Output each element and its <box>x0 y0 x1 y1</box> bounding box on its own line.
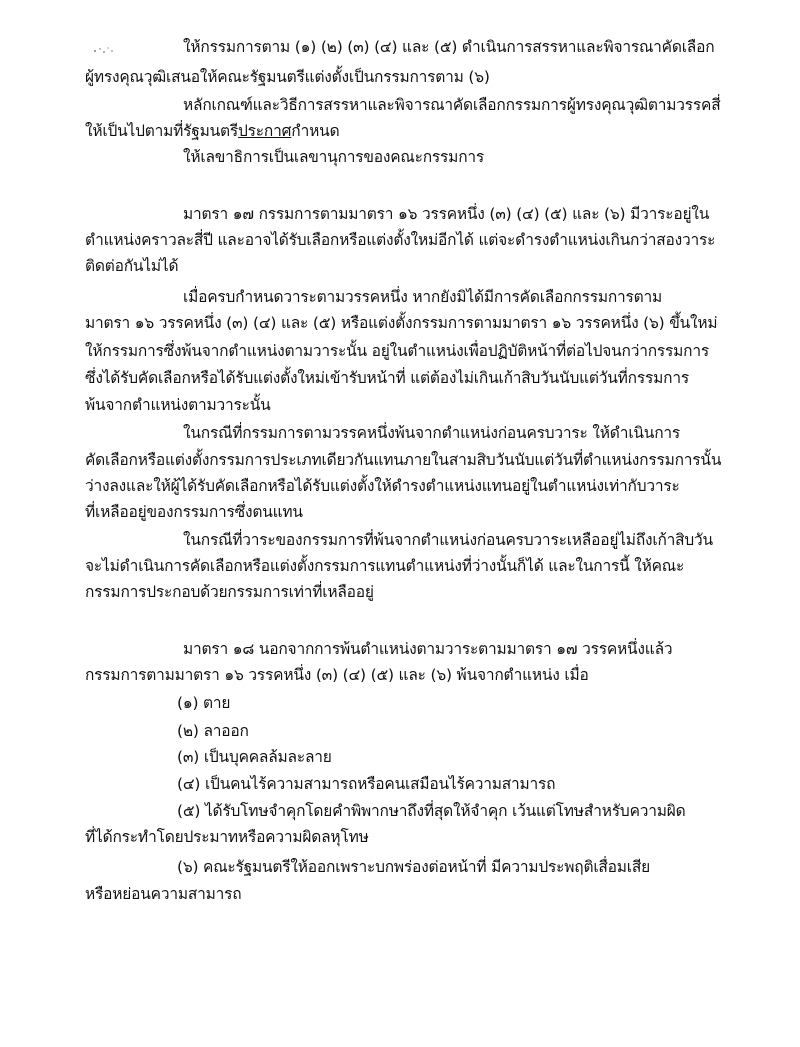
section18-item-1: (๑) ตาย <box>177 694 231 712</box>
section18-item-4: (๔) เป็นคนไร้ความสามารถหรือคนเสมือนไร้ความสามารถ <box>177 775 556 793</box>
section17-p3-line2: คัดเลือกหรือแต่งตั้งกรรมการประเภทเดียวกันแทนภายในสามสิบวันนับแต่วันที่ตำแหน่งกรรมการนั้น <box>85 451 722 469</box>
section18-item-2: (๒) ลาออก <box>177 722 249 740</box>
section18-item-5-cont: ที่ได้กระทำโดยประมาทหรือความผิดลหุโทษ <box>85 828 369 846</box>
para1-line2: ผู้ทรงคุณวุฒิเสนอให้คณะรัฐมนตรีแต่งตั้งเป็นกรรมการตาม (๖) <box>85 68 490 86</box>
section17-p3-line1: ในกรณีที่กรรมการตามวรรคหนึ่งพ้นจากตำแหน่งก่อนครบวาระ ให้ดำเนินการ <box>183 424 681 442</box>
para2-line2 <box>85 120 339 142</box>
para1-line1: ให้กรรมการตาม (๑) (๒) (๓) (๔) และ (๕) ดำเนินการสรรหาและพิจารณาคัดเลือก <box>183 38 715 56</box>
section18-item-6: (๖) คณะรัฐมนตรีให้ออกเพราะบกพร่องต่อหน้าที่ มีความประพฤติเสื่อมเสีย <box>177 858 651 876</box>
section17-p2-line4: ซึ่งได้รับคัดเลือกหรือได้รับแต่งตั้งใหม่เข้ารับหน้าที่ แต่ต้องไม่เกินเก้าสิบวันนับแต่วันที่กรรมการ <box>85 369 689 387</box>
section18-intro-line2: กรรมการตามมาตรา ๑๖ วรรคหนึ่ง (๓) (๔) (๕) และ (๖) พ้นจากตำแหน่ง เมื่อ <box>85 666 589 684</box>
section18-item-6-cont: หรือหย่อนความสามารถ <box>85 885 242 903</box>
section17-p4-line2: จะไม่ดำเนินการคัดเลือกหรือแต่งตั้งกรรมการแทนตำแหน่งที่ว่างนั้นก็ได้ และในการนี้ ให้คณะ <box>85 557 685 575</box>
section17-p3-line3: ว่างลงและให้ผู้ได้รับคัดเลือกหรือได้รับแต่งตั้งให้ดำรงตำแหน่งแทนอยู่ในตำแหน่งเท่ากับวาระ <box>85 477 680 495</box>
para2-line2-part-c: กำหนด <box>291 122 340 140</box>
section18-heading-line: มาตรา ๑๘ นอกจากการพ้นตำแหน่งตามวาระตามมาตรา ๑๗ วรรคหนึ่งแล้ว <box>183 640 673 658</box>
section17-p2-line1: เมื่อครบกำหนดวาระตามวรรคหนึ่ง หากยังมิได้มีการคัดเลือกกรรมการตาม <box>183 288 663 306</box>
section17-heading-line: มาตรา ๑๗ กรรมการตามมาตรา ๑๖ วรรคหนึ่ง (๓) (๔) (๕) และ (๖) มีวาระอยู่ใน <box>183 205 710 223</box>
section17-p2-line2: มาตรา ๑๖ วรรคหนึ่ง (๓) (๔) และ (๕) หรือแต่งตั้งกรรมการตามมาตรา ๑๖ วรรคหนึ่ง (๖) ขึ้นใหม่ <box>85 314 718 332</box>
para2-line2-part-a: ให้เป็นไปตามที่รัฐมนตรี <box>85 122 239 140</box>
para2-line1: หลักเกณฑ์และวิธีการสรรหาและพิจารณาคัดเลือกกรรมการผู้ทรงคุณวุฒิตามวรรคสี่ <box>183 96 721 114</box>
section17-p1-line3: ติดต่อกันไม่ได้ <box>85 257 179 275</box>
section17-p2-line3: ให้กรรมการซึ่งพ้นจากตำแหน่งตามวาระนั้น อยู่ในตำแหน่งเพื่อปฏิบัติหน้าที่ต่อไปจนกว่ากรรมการ <box>85 342 709 360</box>
section18-item-5: (๕) ได้รับโทษจำคุกโดยคำพิพากษาถึงที่สุดให้จำคุก เว้นแต่โทษสำหรับความผิด <box>177 802 686 820</box>
section17-p3-line4: ที่เหลืออยู่ของกรรมการซึ่งตนแทน <box>85 503 303 521</box>
section17-p4-line1: ในกรณีที่วาระของกรรมการที่พ้นจากตำแหน่งก่อนครบวาระเหลืออยู่ไม่ถึงเก้าสิบวัน <box>183 531 713 549</box>
section18-item-3: (๓) เป็นบุคคลล้มละลาย <box>177 748 332 766</box>
underlined-word: ประกาศ <box>238 122 292 140</box>
scan-speck-mark <box>92 44 116 56</box>
section17-p1-line2: ตำแหน่งคราวละสี่ปี และอาจได้รับเลือกหรือแต่งตั้งใหม่อีกได้ แต่จะดำรงตำแหน่งเกินกว่าสองวาระ <box>85 231 716 249</box>
section17-p4-line3: กรรมการประกอบด้วยกรรมการเท่าที่เหลืออยู่ <box>85 583 374 601</box>
para3-line1: ให้เลขาธิการเป็นเลขานุการของคณะกรรมการ <box>183 148 485 166</box>
section17-p2-line5: พ้นจากตำแหน่งตามวาระนั้น <box>85 396 271 414</box>
